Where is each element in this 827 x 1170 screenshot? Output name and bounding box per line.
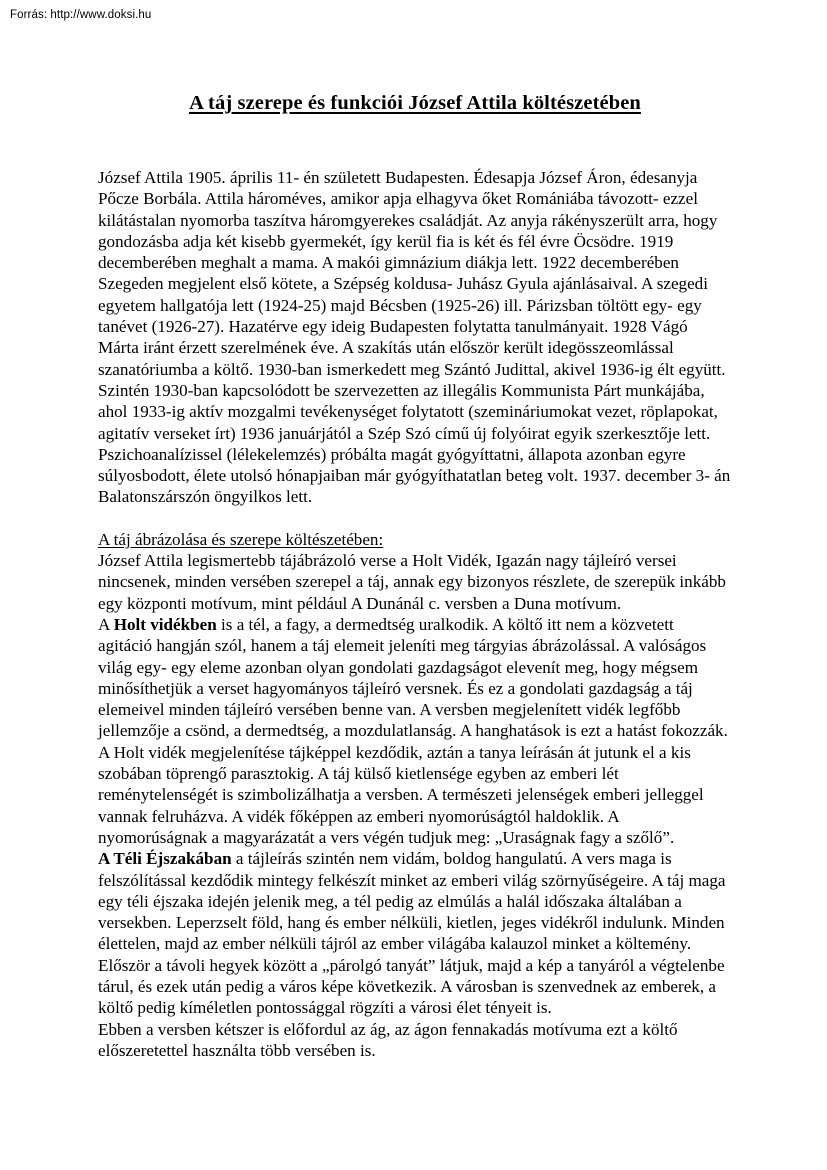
teli-ejszaka-title-emphasis: A Téli Éjszakában [98,849,232,869]
landscape-intro-paragraph: József Attila legismertebb tájábrázoló verse a Holt Vidék, Igazán nagy tájleíró versei nincsenek, minden versében szerepel a táj, annak egy bizonyos részlete, de szerepük inkább egy központi motívum, mint például A Dunánál c. versben a Duna motívum. [98,551,726,613]
teli-ejszaka-body: a tájleírás szintén nem vidám, boldog hangulatú. A vers maga is felszólítással kezdődik mintegy felkészít minket az emberi világ szörnyűségeire. A táj maga egy téli éjszaka idején jelenik meg, a tél pedig az elmúlás a halál időszaka általában a versekben. Leperzselt föld, hang és ember nélküli, kietlen, jeges vidékről indulunk. Minden élettelen, majd az ember nélküli tájról az ember világába kalauzol minket a költemény. Először a távoli hegyek között a „párolgó tanyát” látjuk, majd a kép a tanyáról a végtelenbe tárul, és ezek után pedig a város képe következik. A városban is szenvednek az emberek, a költő pedig kíméletlen pontossággal rögzíti a városi élet tényeit is. [98,849,726,1018]
page-title-text: A táj szerepe és funkciói József Attila költészetében [189,92,641,114]
title-body-spacer [98,116,732,167]
section-heading [98,529,732,550]
holt-videk-title-emphasis: Holt vidékben [113,614,217,634]
source-url-label: Forrás: http://www.doksi.hu [10,9,152,21]
holt-videk-lead: A [98,614,114,634]
teli-ejszaka-paragraph [98,848,732,1018]
page-title [98,90,732,116]
section-heading-text: A táj ábrázolása és szerepe költészetében: [98,529,384,549]
document-content [98,90,732,1061]
biography-paragraph: József Attila 1905. április 11- én született Budapesten. Édesapja József Áron, édesanyja Pőcze Borbála. Attila hároméves, amikor apja elhagyva őket Romániába távozott- ezzel kilátástalan nyomorba taszítva háromgyerekes családját. Az anyja rákényszerült arra, hogy gondozásba adja két kisebb gyermekét, így kerül fia is két és fél évre Öcsödre. 1919 decemberében meghalt a mama. A makói gimnázium diákja lett. 1922 decemberében Szegeden megjelent első kötete, a Szépség koldusa- Juhász Gyula ajánlásaival. A szegedi egyetem hallgatója lett (1924-25) majd Bécsben (1925-26) ill. Párizsban töltött egy- egy tanévet (1926-27). Hazatérve egy ideig Budapesten folytatta tanulmányait. 1928 Vágó Márta iránt érzett szerelmének éve. A szakítás után először került idegösszeomlással szanatóriumba a költő. 1930-ban ismerkedett meg Szántó Judittal, akivel 1936-ig élt együtt. Szintén 1930-ban kapcsolódott be szervezetten az illegális Kommunista Párt munkájába, ahol 1933-ig aktív mozgalmi tevékenységet folytatott (szemináriumokat vezet, röplapokat, agitatív verseket írt) 1936 januárjától a Szép Szó című új folyóirat egyik szerkesztője lett. Pszichoanalízissel (lélekelemzés) próbálta magát gyógyíttatni, állapota azonban egyre súlyosbodott, élete utolsó hónapjaiban már gyógyíthatatlan beteg volt. 1937. december 3- án Balatonszárszón öngyilkos lett. [98,168,731,507]
paragraph-gap [98,508,732,529]
closing-paragraph: Ebben a versben kétszer is előfordul az ág, az ágon fennakadás motívuma ezt a költő előszeretettel használta több versében is. [98,1019,678,1060]
holt-videk-paragraph [98,614,732,848]
holt-videk-body: is a tél, a fagy, a dermedtség uralkodik. A költő itt nem a közvetett agitáció hangján szól, hanem a táj elemeit jeleníti meg tárgyias ábrázolással. A valóságos világ egy- egy eleme azonban olyan gondolati gazdagságot elevenít meg, hogy mégsem minősíthetjük a verset hagyományos tájleíró versnek. És ez a gondolati gazdagság a táj elemeivel minden tájleíró versében benne van. A versben megjelenített vidék legfőbb jellemzője a csönd, a dermedtség, a mozdulatlanság. A hanghatások is ezt a hatást fokozzák. A Holt vidék megjelenítése tájképpel kezdődik, aztán a tanya leírásán át jutunk el a kis szobában töprengő parasztokig. A táj külső kietlensége egyben az emberi lét reménytelenségét is szimbolizálhatja a versben. A természeti jelenségek emberi jelleggel vannak felruházva. A vidék főképpen az emberi nyomorúságtól haldoklik. A nyomorúságnak a magyarázatát a vers végén tudjuk meg: „Uraságnak fagy a szőlő”. [98,614,728,847]
